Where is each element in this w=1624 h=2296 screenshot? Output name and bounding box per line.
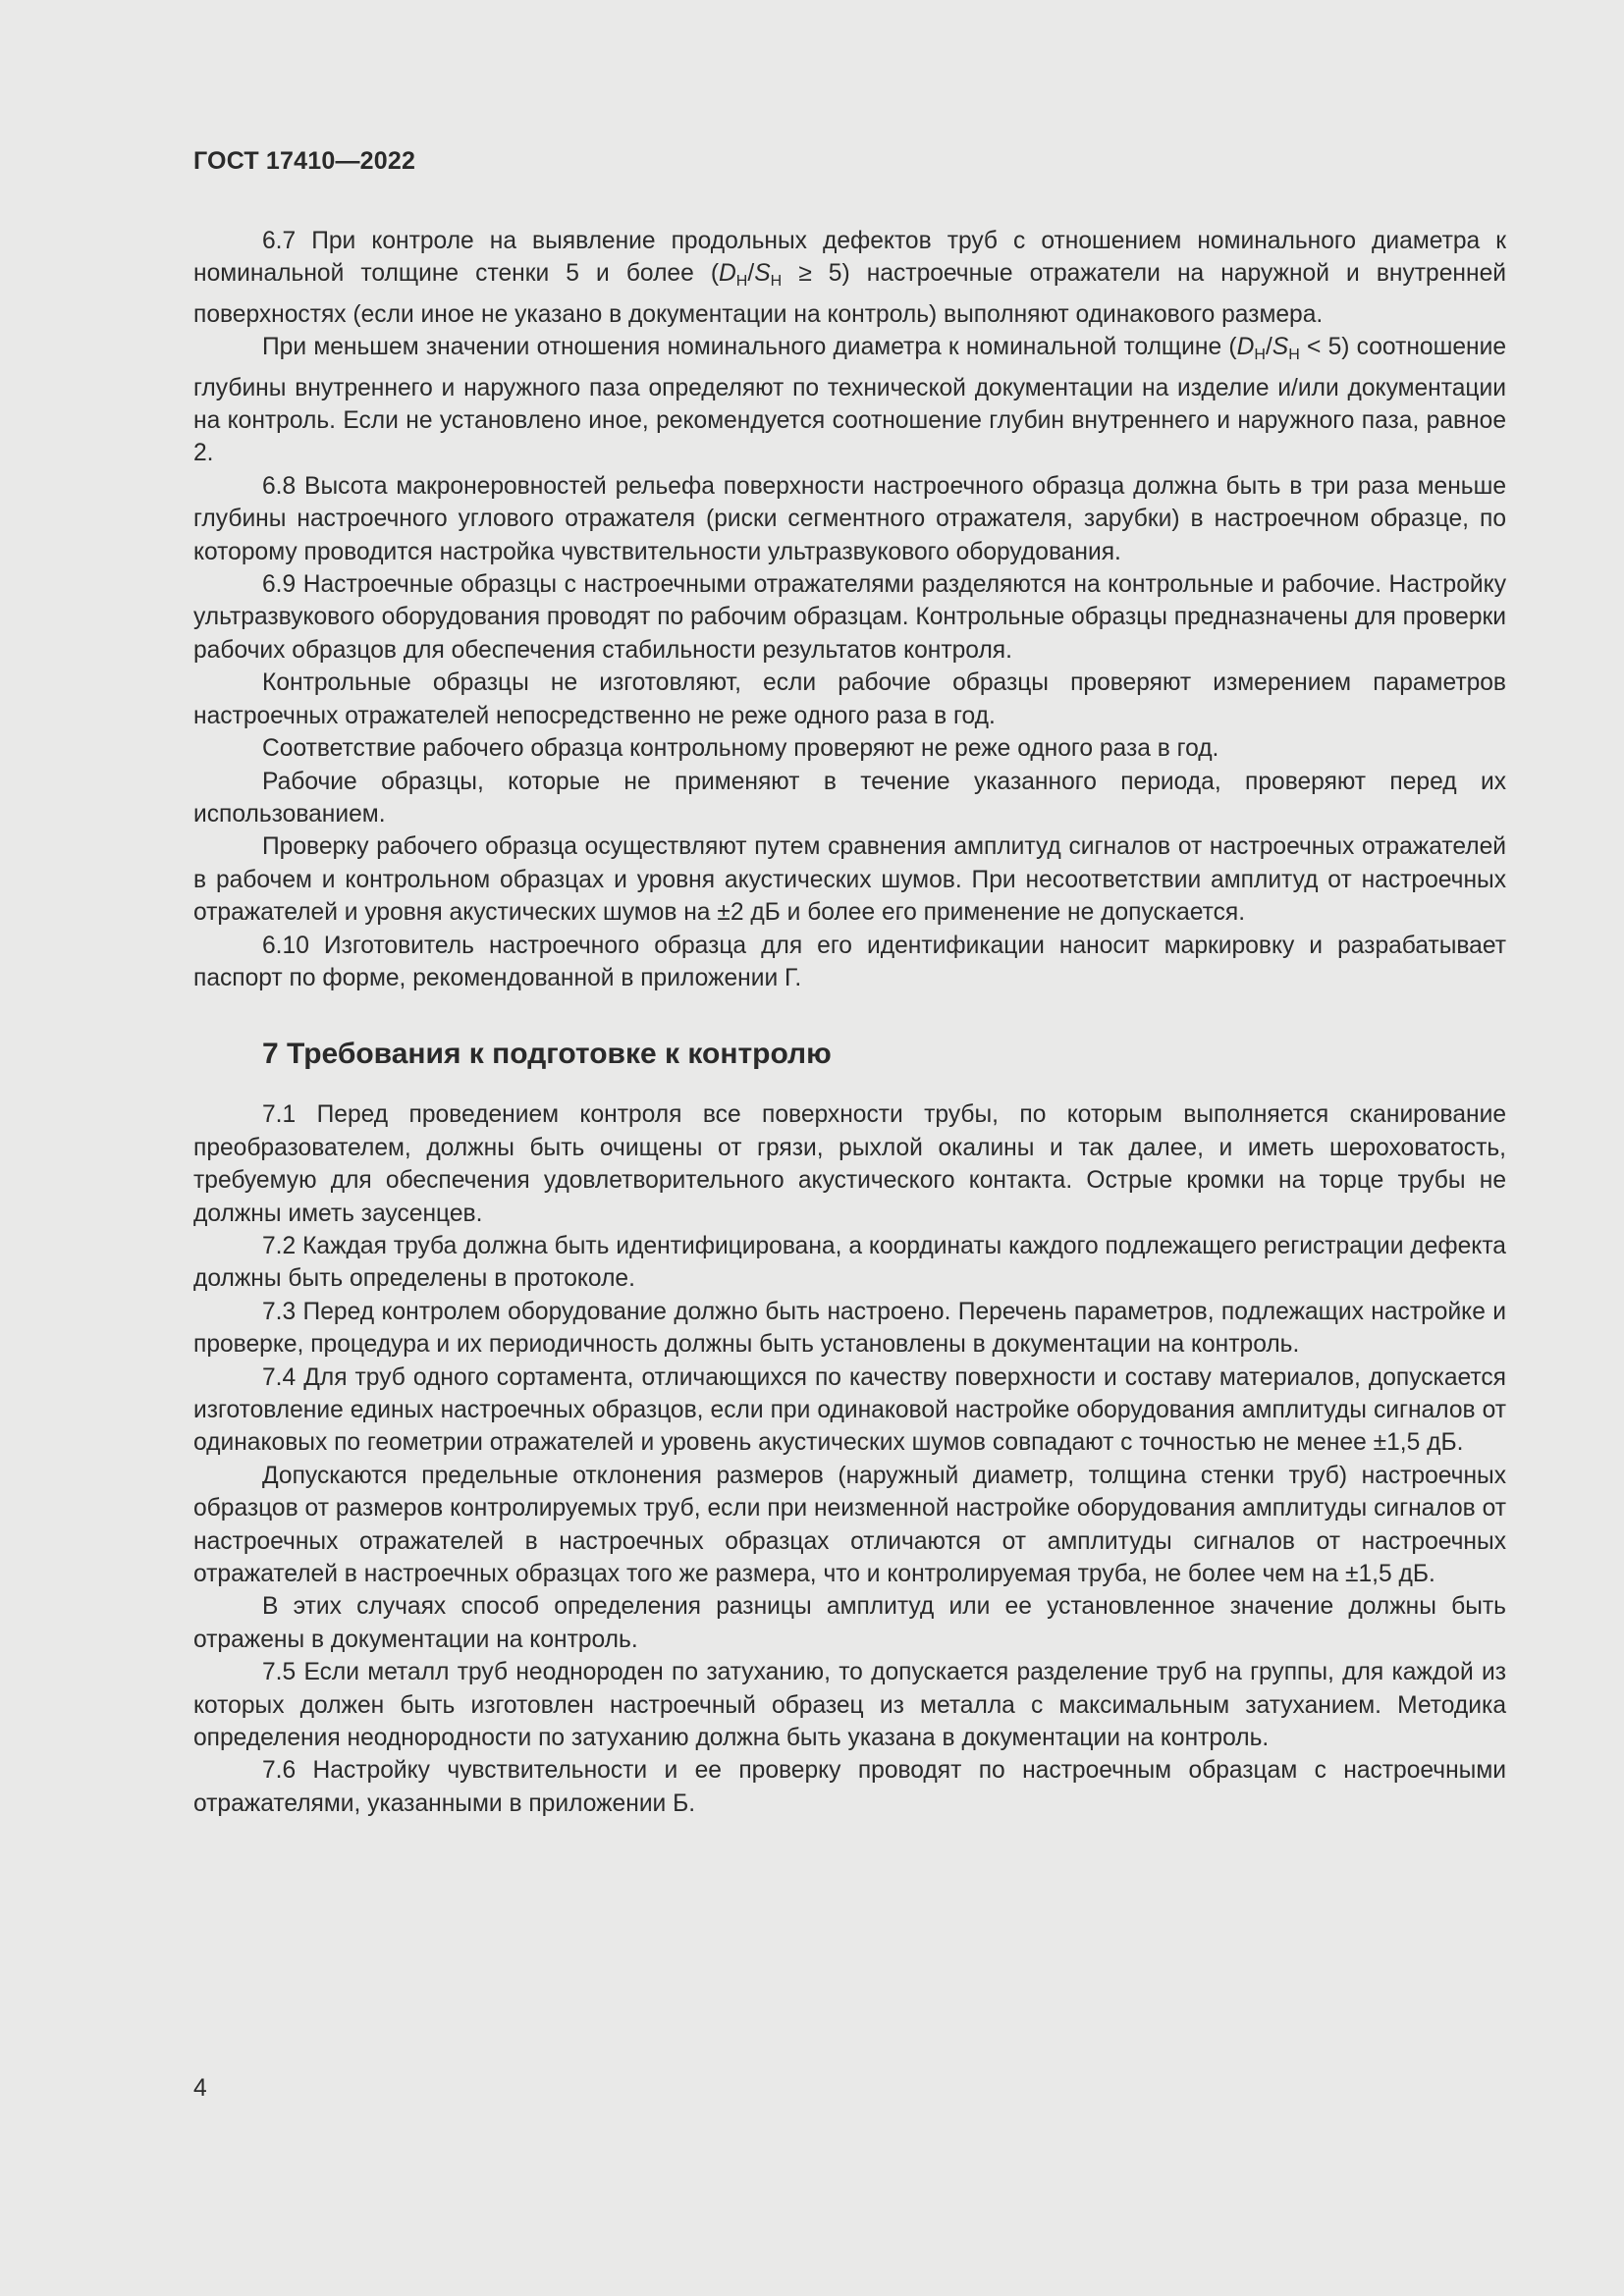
paragraph-7-4: 7.4 Для труб одного сортамента, отличающихся по качеству поверхности и составу материалов, допускается изготовление единых настроечных образцов, если при одинаковой настройке оборудования амплитуды сигналов от одинаковых по геометрии отражателей и уровень акустических шумов совпадают с точностью не менее ±1,5 дБ. — [193, 1363, 1506, 1457]
paragraph-6-8: 6.8 Высота макронеровностей рельефа поверхности настроечного образца должна быть в три раза меньше глубины настроечного углового отражателя (риски сегментного отражателя, зарубки) в настроечном образце, по которому проводится настройка чувствительности ультразвукового оборудования. — [193, 472, 1506, 565]
text-segment: ≥ 5) настроечные отражатели на наружной и внутренней поверхностях (если иное не указано в документации на контроль) выполняют одинакового размера. — [193, 260, 1506, 328]
paragraph-7-2: 7.2 Каждая труба должна быть идентифицирована, а координаты каждого подлежащего регистрации дефекта должны быть определены в протоколе. — [193, 1232, 1506, 1293]
paragraph-7-6: 7.6 Настройку чувствительности и ее проверку проводят по настроечным образцам с настроечными отражателями, указанными в приложении Б. — [193, 1757, 1506, 1817]
subscript-h: Н — [1288, 347, 1300, 364]
slash: / — [1265, 334, 1272, 361]
paragraph: Соответствие рабочего образца контрольному проверяют не реже одного раза в год. — [262, 735, 1219, 763]
page-number: 4 — [193, 2075, 207, 2102]
paragraph-7-5: 7.5 Если металл труб неоднороден по затуханию, то допускается разделение труб на группы, для каждой из которых должен быть изготовлен настроечный образец из металла с максимальным затуханием. Методика определения неоднородности по затуханию должна быть указана в документации на контроль. — [193, 1659, 1506, 1752]
symbol-d: D — [1236, 334, 1255, 361]
symbol-d: D — [719, 260, 736, 288]
subscript-h: Н — [735, 273, 748, 291]
document-body — [193, 225, 1506, 1820]
symbol-s: S — [754, 260, 771, 288]
paragraph: Допускаются предельные отклонения размеров (наружный диаметр, толщина стенки труб) настроечных образцов от размеров контролируемых труб, если при неизменной настройке оборудования амплитуды сигналов от настроечных отражателей в настроечных образцах отличаются от амплитуды сигналов от настроечных отражателей в настроечных образцах того же размера, что и контролируемая труба, не более чем на ±1,5 дБ. — [193, 1462, 1506, 1588]
paragraph-6-7 — [193, 225, 1506, 331]
paragraph: Рабочие образцы, которые не применяют в течение указанного периода, проверяют перед их использованием. — [193, 768, 1506, 828]
paragraph-6-7-continued — [193, 331, 1506, 470]
text-segment: < 5) соотношение глубины внутреннего и наружного паза определяют по технической документации на изделие и/или документации на контроль. Если не установлено иное, рекомендуется соотношение глубин внутреннего и наружного паза, равное 2. — [193, 334, 1507, 467]
document-header: ГОСТ 17410—2022 — [193, 147, 416, 175]
subscript-h: Н — [1254, 347, 1266, 364]
paragraph: Контрольные образцы не изготовляют, если рабочие образцы проверяют измерением параметров настроечных отражателей непосредственно не реже одного раза в год. — [193, 669, 1506, 729]
paragraph-6-10: 6.10 Изготовитель настроечного образца для его идентификации наносит маркировку и разрабатывает паспорт по форме, рекомендованной в приложении Г. — [193, 932, 1506, 991]
paragraph-7-1: 7.1 Перед проведением контроля все поверхности трубы, по которым выполняется сканирование преобразователем, должны быть очищены от грязи, рыхлой окалины и так далее, и иметь шероховатость, требуемую для обеспечения удовлетворительного акустического контакта. Острые кромки на торце трубы не должны иметь заусенцев. — [193, 1101, 1506, 1227]
text-segment: При меньшем значении отношения номинального диаметра к номинальной толщине ( — [262, 334, 1237, 361]
symbol-s: S — [1272, 334, 1289, 361]
slash: / — [747, 260, 755, 288]
paragraph-6-9: 6.9 Настроечные образцы с настроечными отражателями разделяются на контрольные и рабочие. Настройку ультразвукового оборудования проводят по рабочим образцам. Контрольные образцы предназначены для проверки рабочих образцов для обеспечения стабильности результатов контроля. — [193, 571, 1506, 664]
section-title: 7 Требования к подготовке к контролю — [262, 1038, 832, 1071]
subscript-h: Н — [770, 273, 783, 291]
text-segment: 6.7 При контроле на выявление продольных дефектов труб с отношением номинального диаметра к номинальной толщине стенки 5 и более ( — [193, 228, 1506, 288]
paragraph-7-3: 7.3 Перед контролем оборудование должно быть настроено. Перечень параметров, подлежащих настройке и проверке, процедура и их периодичность должны быть установлены в документации на контроль. — [193, 1298, 1506, 1359]
paragraph: Проверку рабочего образца осуществляют путем сравнения амплитуд сигналов от настроечных отражателей в рабочем и контрольном образцах и уровня акустических шумов. При несоответствии амплитуд от настроечных отражателей и уровня акустических шумов на ±2 дБ и более его применение не допускается. — [193, 833, 1506, 927]
paragraph: В этих случаях способ определения разницы амплитуд или ее установленное значение должны быть отражены в документации на контроль. — [193, 1593, 1506, 1653]
